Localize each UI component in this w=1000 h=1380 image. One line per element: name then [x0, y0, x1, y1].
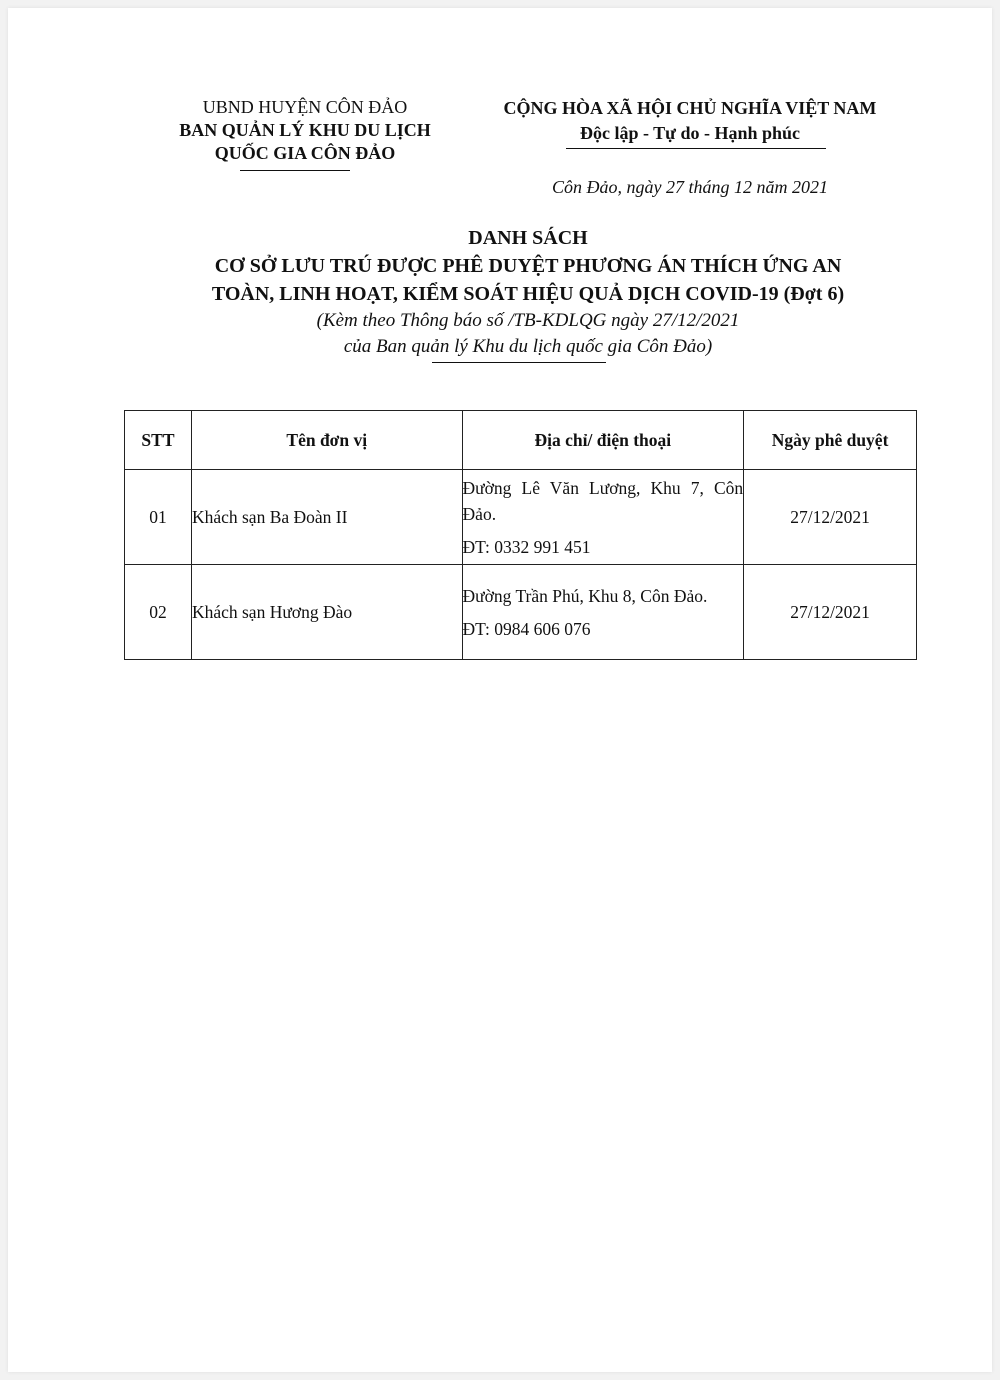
- document-title-block: [100, 224, 956, 360]
- table-header-row: [125, 411, 917, 470]
- row-address-cell: [462, 470, 744, 565]
- header-approval-date: Ngày phê duyệt: [744, 411, 917, 470]
- national-motto: Độc lập - Tự do - Hạnh phúc: [579, 123, 801, 143]
- attachment-issuer: của Ban quản lý Khu du lịch quốc gia Côn Đảo): [343, 336, 713, 357]
- issuer-block: [145, 96, 465, 165]
- issuer-org-line2: QUỐC GIA CÔN ĐẢO: [214, 143, 396, 163]
- row-approval-date: 27/12/2021: [744, 470, 917, 565]
- row-phone: ĐT: 0984 606 076: [462, 618, 591, 639]
- document-page: [8, 8, 992, 1372]
- issuer-org-line1: BAN QUẢN LÝ KHU DU LỊCH: [179, 120, 431, 140]
- row-address: Đường Trần Phú, Khu 8, Côn Đảo.: [462, 585, 708, 606]
- national-name: CỘNG HÒA XÃ HỘI CHỦ NGHĨA VIỆT NAM: [503, 98, 877, 118]
- accommodation-table: [124, 410, 917, 660]
- row-address: Đường Lê Văn Lương, Khu 7, Côn Đảo.: [462, 477, 744, 524]
- header-stt: STT: [125, 411, 192, 470]
- row-phone: ĐT: 0332 991 451: [462, 536, 591, 557]
- row-unit-name: Khách sạn Ba Đoàn II: [191, 470, 462, 565]
- document-subject-line2: TOÀN, LINH HOẠT, KIỂM SOÁT HIỆU QUẢ DỊCH COVID-19 (Đợt 6): [211, 283, 845, 305]
- header-address-phone: Địa chỉ/ điện thoại: [462, 411, 744, 470]
- national-motto-block: [470, 96, 910, 146]
- issuer-parent-org: UBND HUYỆN CÔN ĐẢO: [202, 97, 408, 117]
- title-underline: [432, 362, 606, 363]
- table-row: [125, 565, 917, 660]
- row-approval-date: 27/12/2021: [744, 565, 917, 660]
- place-date: Côn Đảo, ngày 27 tháng 12 năm 2021: [552, 177, 828, 197]
- row-unit-name: Khách sạn Hương Đào: [191, 565, 462, 660]
- row-address-cell: [462, 565, 744, 660]
- row-stt: 02: [125, 565, 192, 660]
- motto-underline: [566, 148, 826, 149]
- row-stt: 01: [125, 470, 192, 565]
- issuer-underline: [240, 170, 350, 171]
- table-row: [125, 470, 917, 565]
- attachment-reference: (Kèm theo Thông báo số /TB-KDLQG ngày 27/12/2021: [316, 310, 740, 331]
- document-title: DANH SÁCH: [468, 227, 588, 249]
- document-subject-line1: CƠ SỞ LƯU TRÚ ĐƯỢC PHÊ DUYỆT PHƯƠNG ÁN THÍCH ỨNG AN: [214, 255, 842, 277]
- header-unit-name: Tên đơn vị: [191, 411, 462, 470]
